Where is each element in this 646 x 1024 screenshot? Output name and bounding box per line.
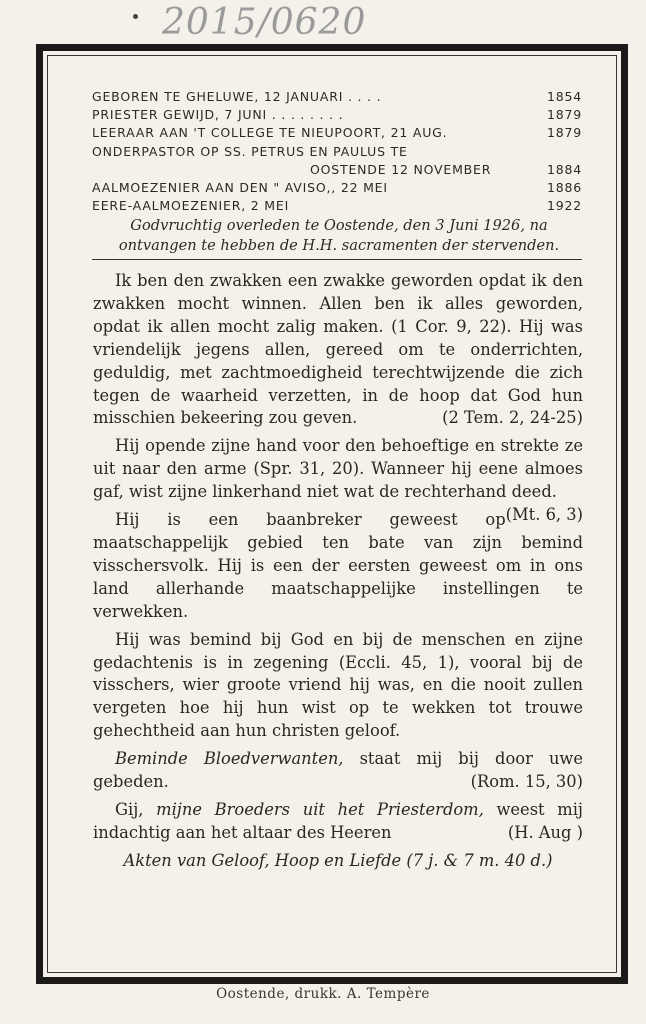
divider bbox=[92, 259, 582, 260]
career-row bbox=[92, 88, 582, 106]
scripture-reference: (Rom. 15, 30) bbox=[470, 772, 583, 792]
career-year: 1922 bbox=[546, 198, 582, 214]
career-year: 1879 bbox=[546, 107, 582, 123]
paragraph-text: staat mij bij door uwe gebeden. bbox=[93, 749, 583, 792]
paragraph bbox=[93, 270, 583, 430]
paragraph-text: Hij is een baanbreker geweest op maatschappelijk gebied ten bate van zijn bemind visschersvolk. Hij is een der eersten geweest om in ons land allerhande maatschappelijke instellingen te verwekken. bbox=[93, 510, 583, 621]
mourning-frame bbox=[36, 44, 628, 984]
career-year: 1854 bbox=[546, 89, 582, 104]
paragraph-text: Gij, bbox=[115, 799, 157, 819]
priests-address: mijne Broeders uit het Priesterdom, bbox=[156, 799, 484, 819]
archive-mark: 2015/0620 bbox=[162, 2, 367, 43]
scripture-reference: (Mt. 6, 3) bbox=[505, 505, 583, 525]
paragraph-text: Ik ben den zwakken een zwakke geworden opdat ik den zwakken mocht winnen. Allen ben ik alles geworden, opdat ik allen mocht zalig maken. (1 Cor. 9, 22). Hij was vriendelijk jegens allen, gereed om te onderrichten, geduldig, met zachtmoedigheid terechtwijzende die zich tegen de waarheid verzetten, in de hoop dat God hun misschien bekeering zou geven. bbox=[93, 271, 583, 428]
ink-dot bbox=[133, 14, 138, 19]
indulgence-line: Akten van Geloof, Hoop en Liefde (7 j. & 7 m. 40 d.) bbox=[123, 850, 553, 870]
career-text: EERE-AALMOEZENIER, 2 MEI bbox=[92, 198, 290, 214]
paragraph bbox=[93, 748, 583, 794]
career-row bbox=[92, 143, 582, 161]
career-text: AALMOEZENIER AAN DEN " AVISO,, 22 MEI bbox=[92, 179, 388, 195]
career-text: OOSTENDE 12 NOVEMBER bbox=[310, 161, 492, 177]
scripture-reference: (2 Tem. 2, 24-25) bbox=[442, 408, 583, 428]
career-text: ONDERPASTOR OP SS. PETRUS EN PAULUS TE bbox=[92, 143, 408, 159]
career-text: GEBOREN TE GHELUWE, 12 JANUARI . . . . bbox=[92, 89, 382, 104]
relatives-address: Beminde Bloedverwanten, bbox=[115, 749, 344, 769]
memorial-text bbox=[93, 270, 583, 878]
paragraph-text: Hij opende zijne hand voor den behoeftige en strekte ze uit naar den arme (Spr. 31, 20). Wanneer hij eene almoes gaf, wist zijne linkerhand niet wat de rechterhand deed. bbox=[93, 436, 583, 502]
career-row bbox=[92, 124, 582, 142]
career-year: 1879 bbox=[546, 125, 582, 141]
career-year: 1886 bbox=[546, 179, 582, 195]
career-year: 1884 bbox=[546, 161, 582, 177]
printer-imprint: Oostende, drukk. A. Tempère bbox=[216, 986, 430, 1002]
career-row bbox=[92, 197, 582, 215]
career-row bbox=[92, 106, 582, 124]
death-notice bbox=[92, 216, 586, 256]
career-row bbox=[92, 161, 582, 179]
paragraph bbox=[93, 799, 583, 845]
scripture-reference: (H. Aug ) bbox=[507, 822, 583, 842]
career-text: PRIESTER GEWIJD, 7 JUNI . . . . . . . . bbox=[92, 107, 344, 123]
career-row bbox=[92, 179, 582, 197]
career-text: LEERAAR AAN 'T COLLEGE TE NIEUPOORT, 21 AUG. bbox=[92, 125, 448, 141]
death-notice-line: Godvruchtig overleden te Oostende, den 3 Juni 1926, na bbox=[130, 217, 548, 234]
paragraph-text: Hij was bemind bij God en bij de menschen en zijne gedachtenis is in zegening (Eccli. 45, 1), vooral bij de visschers, wier groote vriend hij was, en die nooit zullen vergeten hoe hij hun wist op te wekken tot trouwe gehechtheid aan hun christen geloof. bbox=[93, 629, 583, 741]
paragraph bbox=[93, 435, 583, 525]
paragraph-text: weest mij indachtig aan het altaar des Heeren bbox=[93, 799, 583, 842]
paragraph bbox=[93, 629, 583, 744]
career-list bbox=[92, 88, 582, 215]
death-notice-line: ontvangen te hebben de H.H. sacramenten der stervenden. bbox=[118, 237, 560, 254]
